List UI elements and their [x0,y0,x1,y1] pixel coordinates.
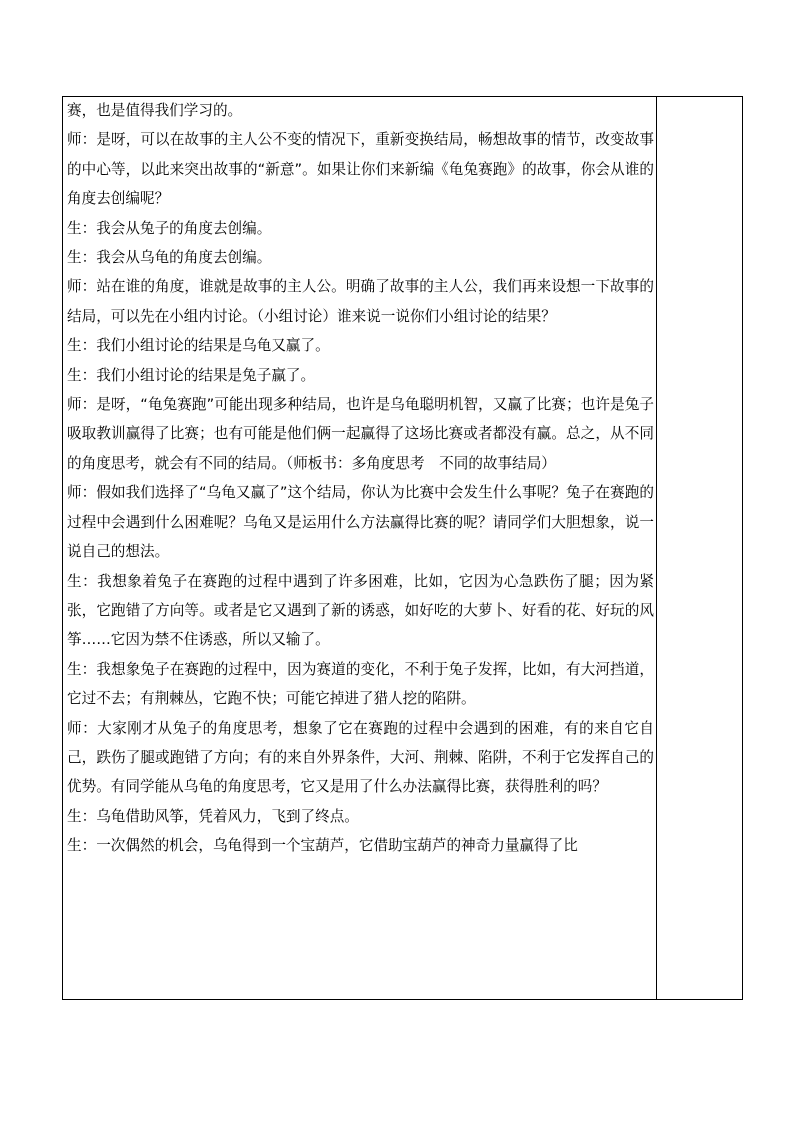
lesson-content-cell [64,96,654,861]
paragraph: 生：乌龟借助风筝，凭着风力，飞到了终点。 [67,807,359,825]
paragraph: 师：大家刚才从兔子的角度思考，想象了它在赛跑的过程中会遇到的困难，有的来自它自己，跌伤了腿或跑错了方向；有的来自外界条件，大河、荆棘、陷阱，不利于它发挥自己的优势。有同学能从乌龟的角度思考，它又是用了什么办法赢得比赛，获得胜利的吗？ [67,719,654,796]
paragraph: 生：我会从乌龟的角度去创编。 [67,249,272,267]
notes-cell [657,96,742,1000]
paragraph: 生：我想象兔子在赛跑的过程中，因为赛道的变化，不利于兔子发挥，比如，有大河挡道，它过不去；有荆棘丛，它跑不快；可能它掉进了猎人挖的陷阱。 [67,660,654,708]
paragraph: 生：一次偶然的机会，乌龟得到一个宝葫芦，它借助宝葫芦的神奇力量赢得了比 [67,837,578,855]
paragraph: 生：我会从兔子的角度去创编。 [67,219,272,237]
paragraph: 师：假如我们选择了“乌龟又赢了”这个结局，你认为比赛中会发生什么事呢？兔子在赛跑的过程中会遇到什么困难呢？乌龟又是运用什么方法赢得比赛的呢？请同学们大胆想象，说一说自己的想法。 [67,484,654,561]
paragraph: 师：站在谁的角度，谁就是故事的主人公。明确了故事的主人公，我们再来设想一下故事的结局，可以先在小组内讨论。（小组讨论）谁来说一说你们小组讨论的结果？ [67,278,654,325]
paragraph: 生：我们小组讨论的结果是乌龟又赢了。 [67,337,330,355]
paragraph: 生：我想象着兔子在赛跑的过程中遇到了许多困难，比如，它因为心急跌伤了腿；因为紧张，它跑错了方向等。或者是它又遇到了新的诱惑，如好吃的大萝卜、好看的花、好玩的风筝……它因为禁不住诱惑，所以又输了。 [67,572,654,649]
paragraph: 师：是呀，“龟兔赛跑”可能出现多种结局，也许是乌龟聪明机智，又赢了比赛；也许是兔子吸取教训赢得了比赛；也有可能是他们俩一起赢得了这场比赛或者都没有赢。总之，从不同的角度思考，就会有不同的结局。（师板书：多角度思考 不同的故事结局） [67,396,654,472]
paragraph: 生：我们小组讨论的结果是兔子赢了。 [67,366,316,384]
paragraph: 赛，也是值得我们学习的。 [67,102,243,119]
paragraph: 师：是呀，可以在故事的主人公不变的情况下，重新变换结局，畅想故事的情节，改变故事的中心等，以此来突出故事的“新意”。如果让你们来新编《龟兔赛跑》的故事，你会从谁的角度去创编呢？ [67,131,654,208]
